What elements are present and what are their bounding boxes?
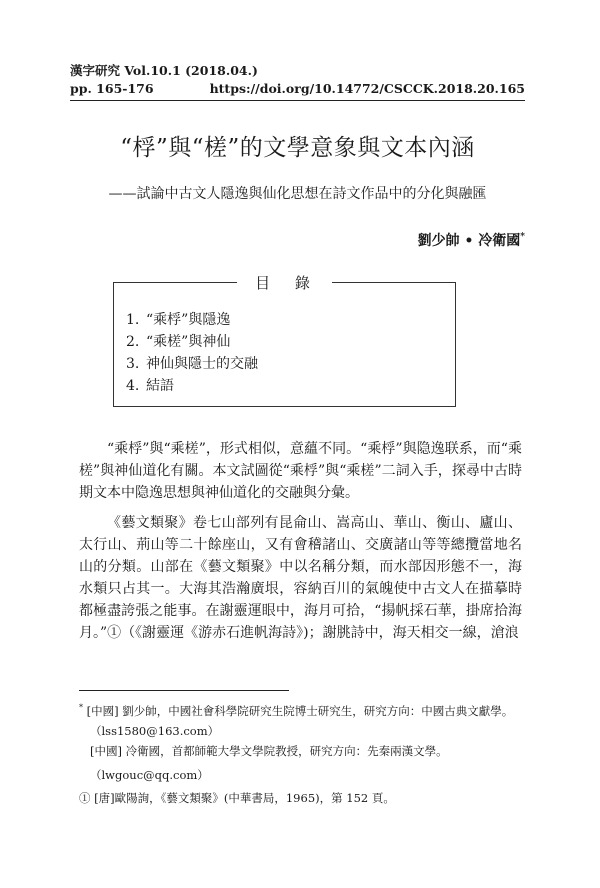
footnote-email-2: （lwgouc@qq.com） bbox=[90, 768, 209, 782]
toc-item-label: “乘槎”與神仙 bbox=[146, 334, 231, 350]
body-paragraph-1 bbox=[79, 438, 522, 504]
header-rule bbox=[70, 100, 525, 101]
footnote-author-2: [中國] 冷衛國，首都師範大學文學院教授，研究方向：先秦兩漢文學。 bbox=[90, 744, 448, 758]
footnote-rule bbox=[79, 690, 289, 691]
toc-item-number: 3. bbox=[126, 356, 140, 372]
paper-subtitle: ——試論中古文人隱逸與仙化思想在詩文作品中的分化與融匯 bbox=[108, 186, 487, 202]
author-footnote-mark: * bbox=[520, 232, 525, 242]
footnote-email-1: （lss1580@163.com） bbox=[90, 724, 220, 738]
toc-item bbox=[126, 353, 258, 375]
table-of-contents bbox=[113, 274, 456, 407]
footnote-mark: * bbox=[79, 703, 83, 712]
body-paragraph-2 bbox=[79, 512, 522, 644]
journal-info: 漢字研究 Vol.10.1 (2018.04.) bbox=[70, 63, 258, 78]
toc-item-label: 結語 bbox=[146, 378, 174, 394]
paragraph-text: 《藝文類聚》卷七山部列有昆侖山、嵩高山、華山、衡山、廬山、太行山、荊山等二十餘座山，又有會稽諸山、交廣諸山等等總攬當地名山的分類。山部在《藝文類聚》中以名稱分類，而水部因形態不一，海水類只占其一。大海其浩瀚廣垠，容納百川的氣魄使中古文人在描摹時都極盡誇張之能事。在謝靈運眼中，海月可拾，“揚帆採石華，掛席拾海月。”①（《謝靈運《游赤石進帆海詩》)；謝朓詩中，海天相交一線，滄浪 bbox=[79, 515, 522, 641]
toc-item-number: 2. bbox=[126, 334, 140, 350]
toc-item bbox=[126, 375, 258, 397]
toc-item-label: “乘桴”與隱逸 bbox=[146, 312, 231, 328]
page-range: pp. 165-176 bbox=[70, 81, 154, 96]
author-names: 劉少帥 • 冷衛國 bbox=[417, 233, 521, 249]
toc-list bbox=[126, 309, 258, 397]
toc-title: 目 錄 bbox=[237, 274, 332, 292]
toc-item bbox=[126, 331, 258, 353]
paragraph-text: “乘桴”與“乘槎”，形式相似，意蘊不同。“乘桴”與隐逸联系，而“乘槎”與神仙道化有關。本文試圖從“乘桴”與“乘槎”二詞入手，探尋中古時期文本中隐逸思想與神仙道化的交融與分彙。 bbox=[79, 441, 522, 501]
doi-link[interactable]: https://doi.org/10.14772/CSCCK.2018.20.165 bbox=[209, 81, 525, 96]
toc-item-number: 1. bbox=[126, 312, 140, 328]
footnote-citation-1: ① [唐]歐陽詢，《藝文類聚》(中華書局，1965)，第 152 頁。 bbox=[79, 791, 395, 805]
footnote-text: [中國] 劉少帥，中國社會科學院研究生院博士研究生，研究方向：中國古典文獻學。 bbox=[86, 704, 514, 718]
author-line bbox=[418, 227, 525, 251]
toc-item-number: 4. bbox=[126, 378, 140, 394]
footnote-author-1 bbox=[79, 700, 529, 719]
paper-title: “桴”與“槎”的文學意象與文本內涵 bbox=[120, 135, 475, 161]
toc-item bbox=[126, 309, 258, 331]
toc-item-label: 神仙與隱士的交融 bbox=[146, 356, 258, 372]
